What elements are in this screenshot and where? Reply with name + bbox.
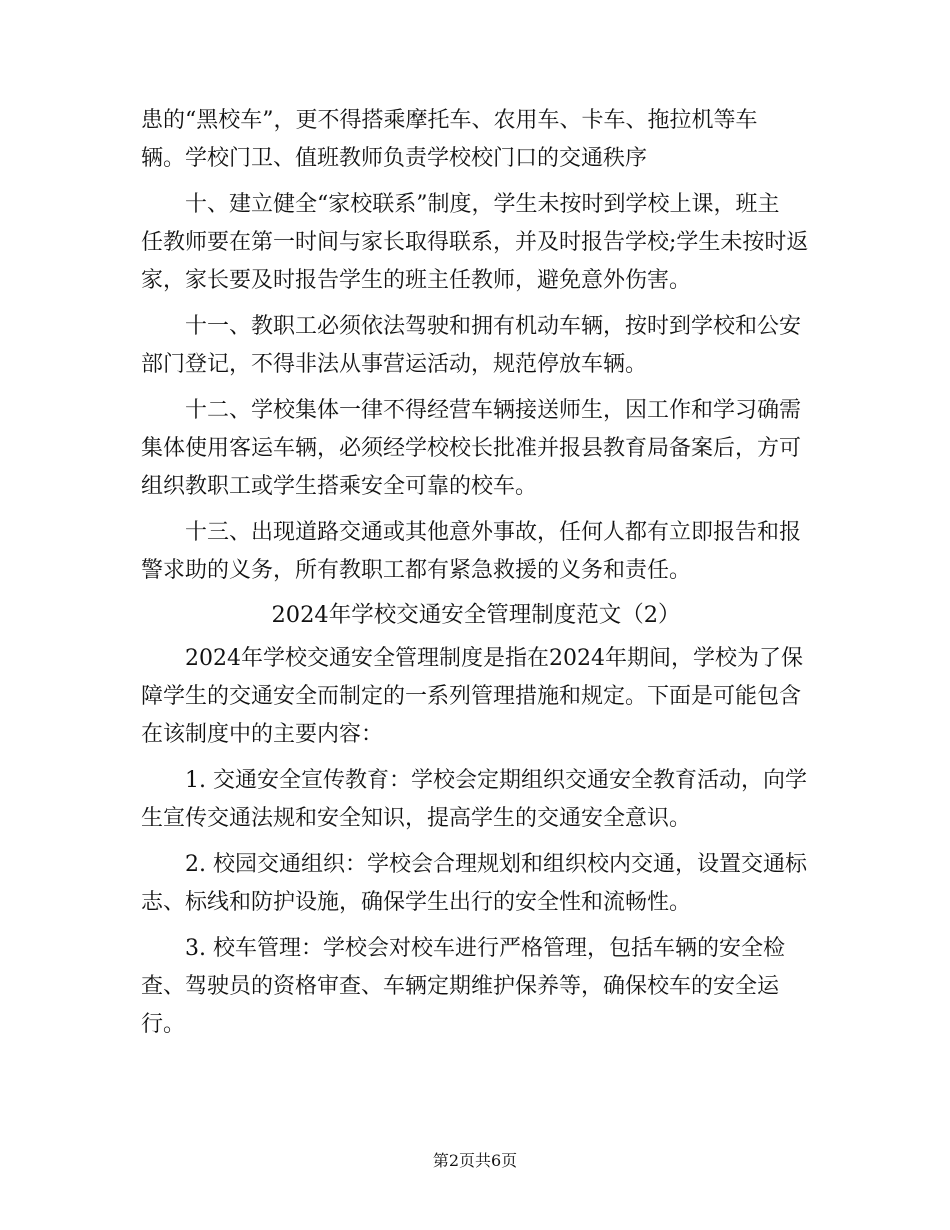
page-number: 第2页共6页 bbox=[432, 1151, 518, 1170]
text-line: 十二、学校集体一律不得经营车辆接送师生，因工作和学习确需 bbox=[185, 398, 802, 423]
paragraph-11 bbox=[141, 308, 811, 384]
document-body bbox=[141, 102, 811, 1044]
text-line: 障学生的交通安全而制定的一系列管理措施和规定。下面是可能包含 bbox=[141, 684, 802, 709]
text-line: 家，家长要及时报告学生的班主任教师，避免意外伤害。 bbox=[141, 268, 692, 293]
text-line: 组织教职工或学生搭乘安全可靠的校车。 bbox=[141, 474, 538, 499]
section-title: 2024年学校交通安全管理制度范文（2） bbox=[271, 602, 681, 628]
text-line: 1. 交通安全宣传教育：学校会定期组织交通安全教育活动，向学 bbox=[185, 768, 807, 793]
text-line: 十三、出现道路交通或其他意外事故，任何人都有立即报告和报 bbox=[185, 520, 802, 545]
text-line: 2024年学校交通安全管理制度是指在2024年期间，学校为了保 bbox=[185, 646, 803, 671]
text-line: 3. 校车管理：学校会对校车进行严格管理，包括车辆的安全检 bbox=[185, 936, 785, 961]
text-line: 部门登记，不得非法从事营运活动，规范停放车辆。 bbox=[141, 352, 648, 377]
list-item-2 bbox=[141, 846, 811, 922]
text-line: 2. 校园交通组织：学校会合理规划和组织校内交通，设置交通标 bbox=[185, 852, 807, 877]
text-line: 生宣传交通法规和安全知识，提高学生的交通安全意识。 bbox=[141, 806, 692, 831]
list-item-3 bbox=[141, 930, 811, 1044]
paragraph-9-continued bbox=[141, 102, 811, 178]
text-line: 警求助的义务，所有教职工都有紧急救援的义务和责任。 bbox=[141, 558, 692, 583]
text-line: 十、建立健全“家校联系”制度，学生未按时到学校上课，班主 bbox=[185, 192, 780, 217]
text-line: 志、标线和防护设施，确保学生出行的安全性和流畅性。 bbox=[141, 890, 692, 915]
text-line: 在该制度中的主要内容： bbox=[141, 722, 384, 747]
text-line: 查、驾驶员的资格审查、车辆定期维护保养等，确保校车的安全运 bbox=[141, 974, 780, 999]
text-line: 集体使用客运车辆，必须经学校校长批准并报县教育局备案后，方可 bbox=[141, 436, 802, 461]
list-item-1 bbox=[141, 762, 811, 838]
paragraph-10 bbox=[141, 186, 811, 300]
text-line: 十一、教职工必须依法驾驶和拥有机动车辆，按时到学校和公安 bbox=[185, 314, 802, 339]
paragraph-12 bbox=[141, 392, 811, 506]
text-line: 任教师要在第一时间与家长取得联系，并及时报告学校;学生未按时返 bbox=[141, 230, 809, 255]
text-line: 患的“黑校车”，更不得搭乘摩托车、农用车、卡车、拖拉机等车 bbox=[141, 108, 758, 133]
text-line: 辆。学校门卫、值班教师负责学校校门口的交通秩序 bbox=[141, 146, 648, 171]
paragraph-13 bbox=[141, 514, 811, 590]
text-line: 行。 bbox=[141, 1012, 186, 1037]
intro-paragraph bbox=[141, 640, 811, 754]
